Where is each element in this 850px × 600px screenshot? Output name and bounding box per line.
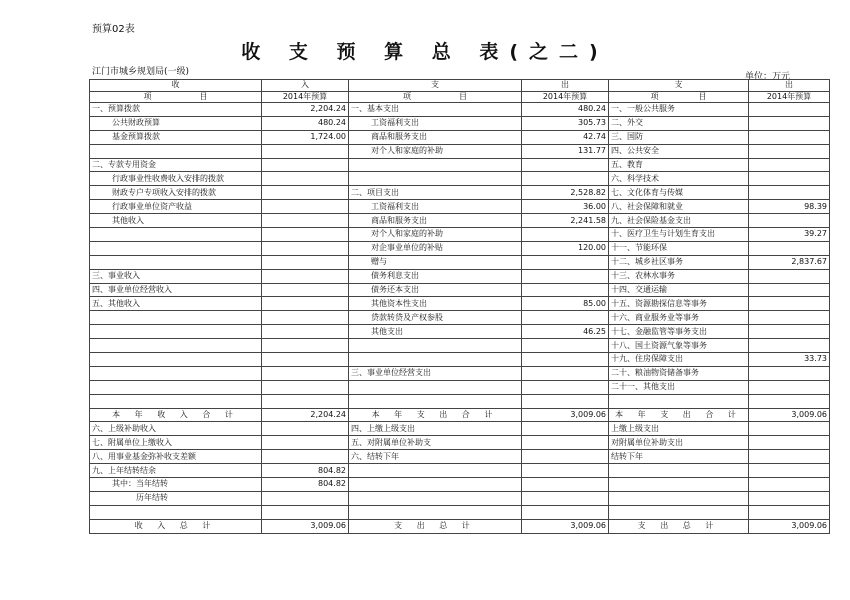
function-item-cell [609, 478, 749, 492]
table-row [90, 436, 830, 450]
income-item-cell: 九、上年结转结余 [90, 464, 262, 478]
function-item-cell [609, 394, 749, 408]
table-row [90, 339, 830, 353]
table-row [90, 297, 830, 311]
table-row [90, 311, 830, 325]
header-income-right [262, 80, 349, 92]
income-item-cell: 本 年 收 入 合 计 [90, 408, 262, 422]
expense-budget-cell [522, 283, 609, 297]
function-budget-cell [749, 283, 830, 297]
function-item-cell: 上缴上级支出 [609, 422, 749, 436]
table-row [90, 103, 830, 117]
table-row [90, 283, 830, 297]
income-item-cell [90, 339, 262, 353]
income-budget-cell [262, 297, 349, 311]
expense-budget-cell [522, 478, 609, 492]
header-item-char2: 目 [698, 91, 707, 101]
table-row [90, 394, 830, 408]
income-budget-cell [262, 144, 349, 158]
income-budget-cell [262, 325, 349, 339]
expense-item-cell [349, 464, 522, 478]
table-row [90, 116, 830, 130]
table-row [90, 255, 830, 269]
header-item-expense [349, 91, 522, 103]
function-item-cell: 九、社会保险基金支出 [609, 214, 749, 228]
function-budget-cell [749, 241, 830, 255]
table-row [90, 491, 830, 505]
function-item-cell [609, 464, 749, 478]
header-item-char1: 项 [650, 91, 659, 101]
table-row [90, 186, 830, 200]
function-item-cell: 十五、资源勘探信息等事务 [609, 297, 749, 311]
income-item-cell: 二、专款专用资金 [90, 158, 262, 172]
table-row [90, 380, 830, 394]
table-row [90, 422, 830, 436]
income-item-cell [90, 380, 262, 394]
function-budget-cell [749, 297, 830, 311]
expense-budget-cell: 36.00 [522, 200, 609, 214]
header-income-left [90, 80, 262, 92]
income-item-cell [90, 241, 262, 255]
function-budget-cell [749, 505, 830, 519]
expense-budget-cell: 46.25 [522, 325, 609, 339]
function-budget-cell [749, 103, 830, 117]
income-budget-cell: 3,009.06 [262, 519, 349, 533]
function-budget-cell [749, 394, 830, 408]
table-row [90, 505, 830, 519]
expense-item-cell [349, 158, 522, 172]
function-item-cell [609, 505, 749, 519]
expense-budget-cell [522, 339, 609, 353]
expense-item-cell: 其他资本性支出 [349, 297, 522, 311]
expense-item-cell: 对个人和家庭的补助 [349, 144, 522, 158]
header-row-columns [90, 91, 830, 103]
income-budget-cell [262, 269, 349, 283]
income-budget-cell [262, 394, 349, 408]
income-budget-cell [262, 366, 349, 380]
function-item-cell: 结转下年 [609, 450, 749, 464]
function-item-cell: 十三、农林水事务 [609, 269, 749, 283]
function-budget-cell [749, 172, 830, 186]
function-budget-cell [749, 214, 830, 228]
income-item-cell: 一、预算拨款 [90, 103, 262, 117]
income-item-cell [90, 325, 262, 339]
expense-budget-cell [522, 491, 609, 505]
function-item-cell: 四、公共安全 [609, 144, 749, 158]
income-item-cell [90, 255, 262, 269]
function-item-cell: 十二、城乡社区事务 [609, 255, 749, 269]
table-row [90, 269, 830, 283]
function-item-cell: 二十、粮油物资储备事务 [609, 366, 749, 380]
expense-item-cell: 二、项目支出 [349, 186, 522, 200]
expense-budget-cell: 131.77 [522, 144, 609, 158]
function-item-cell [609, 491, 749, 505]
expense-item-cell [349, 339, 522, 353]
function-budget-cell [749, 491, 830, 505]
expense-item-cell: 对个人和家庭的补助 [349, 228, 522, 242]
function-budget-cell [749, 186, 830, 200]
expense-item-cell: 赠与 [349, 255, 522, 269]
income-item-cell [90, 394, 262, 408]
expense-budget-cell [522, 269, 609, 283]
function-budget-cell [749, 116, 830, 130]
expense-item-cell: 商品和服务支出 [349, 214, 522, 228]
income-budget-cell [262, 505, 349, 519]
expense-item-cell: 本 年 支 出 合 计 [349, 408, 522, 422]
table-row [90, 172, 830, 186]
income-budget-cell [262, 158, 349, 172]
header-expense-char2: 出 [561, 80, 569, 90]
function-budget-cell [749, 311, 830, 325]
expense-item-cell: 三、事业单位经营支出 [349, 366, 522, 380]
header-expense-char1: 支 [431, 80, 439, 90]
function-item-cell: 对附属单位补助支出 [609, 436, 749, 450]
income-item-cell [90, 366, 262, 380]
table-row [90, 200, 830, 214]
expense-item-cell [349, 172, 522, 186]
function-item-cell: 十一、节能环保 [609, 241, 749, 255]
function-budget-cell [749, 269, 830, 283]
income-budget-cell: 2,204.24 [262, 103, 349, 117]
expense-budget-cell [522, 380, 609, 394]
header-income-char2: 入 [301, 80, 309, 90]
income-budget-cell: 2,204.24 [262, 408, 349, 422]
function-item-cell: 五、教育 [609, 158, 749, 172]
income-item-cell [90, 144, 262, 158]
expense-item-cell: 五、对附属单位补助支 [349, 436, 522, 450]
header-item-char2: 目 [199, 91, 208, 101]
form-id: 预算02表 [92, 24, 135, 35]
function-item-cell: 七、文化体育与传媒 [609, 186, 749, 200]
header-expense-right [522, 80, 609, 92]
function-budget-cell [749, 366, 830, 380]
income-budget-cell [262, 311, 349, 325]
expense-budget-cell: 305.73 [522, 116, 609, 130]
income-budget-cell: 804.82 [262, 464, 349, 478]
expense-item-cell [349, 353, 522, 367]
expense-item-cell: 债务还本支出 [349, 283, 522, 297]
header-expense-left [349, 80, 522, 92]
table-row [90, 228, 830, 242]
table-row [90, 464, 830, 478]
function-budget-cell: 2,837.67 [749, 255, 830, 269]
function-item-cell: 八、社会保障和就业 [609, 200, 749, 214]
function-item-cell: 十九、住房保障支出 [609, 353, 749, 367]
income-item-cell [90, 311, 262, 325]
budget-summary-table [89, 79, 830, 534]
income-budget-cell [262, 255, 349, 269]
table-row [90, 214, 830, 228]
income-item-cell: 财政专户专项收入安排的拨款 [90, 186, 262, 200]
header-item-char2: 目 [459, 91, 467, 101]
table-row [90, 130, 830, 144]
header-budget-income: 2014年预算 [262, 91, 349, 103]
expense-item-cell [349, 380, 522, 394]
table-body [90, 103, 830, 534]
income-item-cell: 行政事业单位资产收益 [90, 200, 262, 214]
expense-budget-cell: 2,241.58 [522, 214, 609, 228]
header-income-char1: 收 [171, 80, 180, 90]
header-expense2-right [749, 80, 830, 92]
function-budget-cell [749, 158, 830, 172]
organization-name: 江门市城乡规划局(一级) [92, 67, 190, 77]
table-row [90, 366, 830, 380]
header-item-char1: 项 [143, 91, 152, 101]
expense-budget-cell [522, 436, 609, 450]
income-budget-cell [262, 491, 349, 505]
income-item-cell: 公共财政预算 [90, 116, 262, 130]
income-item-cell: 八、用事业基金弥补收支差额 [90, 450, 262, 464]
function-budget-cell: 98.39 [749, 200, 830, 214]
function-budget-cell [749, 422, 830, 436]
income-item-cell: 收 入 总 计 [90, 519, 262, 533]
function-budget-cell [749, 144, 830, 158]
income-budget-cell [262, 200, 349, 214]
income-item-cell [90, 228, 262, 242]
expense-budget-cell [522, 255, 609, 269]
expense-item-cell [349, 505, 522, 519]
function-item-cell: 十六、商业服务业等事务 [609, 311, 749, 325]
income-budget-cell [262, 283, 349, 297]
expense-budget-cell [522, 450, 609, 464]
expense-budget-cell: 2,528.82 [522, 186, 609, 200]
expense-budget-cell [522, 353, 609, 367]
income-item-cell: 七、附属单位上缴收入 [90, 436, 262, 450]
function-item-cell: 二、外交 [609, 116, 749, 130]
income-item-cell: 三、事业收入 [90, 269, 262, 283]
expense-item-cell: 工资福利支出 [349, 200, 522, 214]
income-item-cell: 其中：当年结转 [90, 478, 262, 492]
expense-budget-cell [522, 505, 609, 519]
income-item-cell: 历年结转 [90, 491, 262, 505]
expense-budget-cell [522, 228, 609, 242]
function-item-cell: 一、一般公共服务 [609, 103, 749, 117]
table-row [90, 325, 830, 339]
expense-budget-cell [522, 464, 609, 478]
expense-budget-cell: 3,009.06 [522, 408, 609, 422]
expense-item-cell: 对企事业单位的补贴 [349, 241, 522, 255]
expense-budget-cell [522, 172, 609, 186]
expense-budget-cell: 120.00 [522, 241, 609, 255]
function-budget-cell [749, 450, 830, 464]
function-budget-cell [749, 130, 830, 144]
expense-item-cell [349, 478, 522, 492]
expense-item-cell: 一、基本支出 [349, 103, 522, 117]
expense-item-cell: 工资福利支出 [349, 116, 522, 130]
function-budget-cell [749, 464, 830, 478]
expense-item-cell: 债务利息支出 [349, 269, 522, 283]
table-row [90, 241, 830, 255]
income-budget-cell: 804.82 [262, 478, 349, 492]
income-budget-cell [262, 186, 349, 200]
income-budget-cell [262, 241, 349, 255]
income-budget-cell: 1,724.00 [262, 130, 349, 144]
income-budget-cell [262, 436, 349, 450]
table-row [90, 144, 830, 158]
income-item-cell: 五、其他收入 [90, 297, 262, 311]
expense-budget-cell: 3,009.06 [522, 519, 609, 533]
table-row [90, 353, 830, 367]
income-budget-cell [262, 353, 349, 367]
expense-budget-cell: 42.74 [522, 130, 609, 144]
header-row-group [90, 80, 830, 92]
header-expense2-left [609, 80, 749, 92]
unit-label: 单位：万元 [744, 72, 790, 82]
function-item-cell: 十七、金融监管等事务支出 [609, 325, 749, 339]
function-budget-cell: 3,009.06 [749, 519, 830, 533]
expense-budget-cell [522, 422, 609, 436]
expense-item-cell: 商品和服务支出 [349, 130, 522, 144]
header-expense2-char1: 支 [674, 80, 683, 90]
function-item-cell: 十八、国土资源气象等事务 [609, 339, 749, 353]
expense-item-cell: 贷款转贷及产权参股 [349, 311, 522, 325]
expense-budget-cell [522, 158, 609, 172]
function-item-cell: 二十一、其他支出 [609, 380, 749, 394]
income-item-cell: 其他收入 [90, 214, 262, 228]
income-budget-cell [262, 450, 349, 464]
expense-item-cell: 支 出 总 计 [349, 519, 522, 533]
header-item-char1: 项 [403, 91, 411, 101]
function-budget-cell [749, 478, 830, 492]
table-row [90, 478, 830, 492]
income-item-cell: 六、上级补助收入 [90, 422, 262, 436]
function-item-cell: 十四、交通运输 [609, 283, 749, 297]
function-budget-cell: 33.73 [749, 353, 830, 367]
function-item-cell: 十、医疗卫生与计划生育支出 [609, 228, 749, 242]
expense-budget-cell: 480.24 [522, 103, 609, 117]
header-item-expense2 [609, 91, 749, 103]
income-budget-cell [262, 422, 349, 436]
function-item-cell: 三、国防 [609, 130, 749, 144]
income-budget-cell [262, 228, 349, 242]
function-budget-cell [749, 380, 830, 394]
table-row [90, 158, 830, 172]
page-title: 收 支 预 算 总 表(之二) [241, 41, 609, 63]
header-budget-expense2: 2014年预算 [749, 91, 830, 103]
function-budget-cell: 39.27 [749, 228, 830, 242]
table-row [90, 450, 830, 464]
table-row [90, 519, 830, 533]
expense-item-cell: 其他支出 [349, 325, 522, 339]
expense-item-cell: 四、上缴上级支出 [349, 422, 522, 436]
income-item-cell [90, 505, 262, 519]
income-item-cell: 基金预算拨款 [90, 130, 262, 144]
income-budget-cell [262, 339, 349, 353]
function-budget-cell [749, 325, 830, 339]
header-budget-expense: 2014年预算 [522, 91, 609, 103]
function-budget-cell [749, 339, 830, 353]
income-budget-cell [262, 214, 349, 228]
income-budget-cell: 480.24 [262, 116, 349, 130]
expense-item-cell [349, 394, 522, 408]
expense-item-cell [349, 491, 522, 505]
function-item-cell: 六、科学技术 [609, 172, 749, 186]
expense-budget-cell [522, 311, 609, 325]
function-item-cell: 本 年 支 出 合 计 [609, 408, 749, 422]
expense-item-cell: 六、结转下年 [349, 450, 522, 464]
expense-budget-cell [522, 366, 609, 380]
header-item-income [90, 91, 262, 103]
income-budget-cell [262, 172, 349, 186]
table-row [90, 408, 830, 422]
expense-budget-cell [522, 394, 609, 408]
expense-budget-cell: 85.00 [522, 297, 609, 311]
income-item-cell: 四、事业单位经营收入 [90, 283, 262, 297]
function-budget-cell [749, 436, 830, 450]
function-item-cell: 支 出 总 计 [609, 519, 749, 533]
income-item-cell: 行政事业性收费收入安排的拨款 [90, 172, 262, 186]
header-expense2-char2: 出 [785, 80, 793, 90]
income-item-cell [90, 353, 262, 367]
income-budget-cell [262, 380, 349, 394]
function-budget-cell: 3,009.06 [749, 408, 830, 422]
